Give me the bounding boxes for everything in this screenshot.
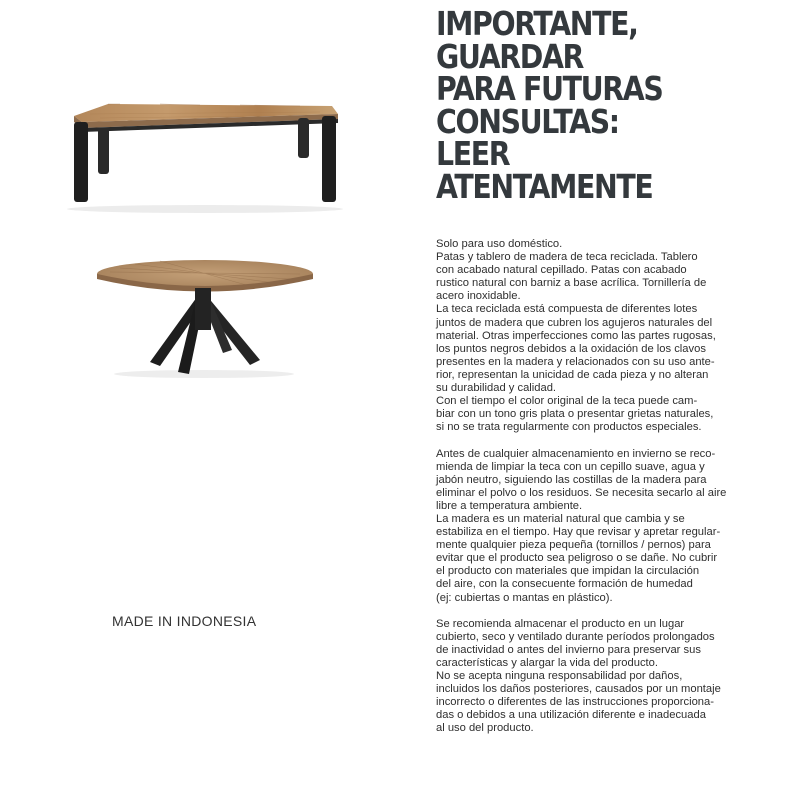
paragraph-storage-and-liability [436, 618, 766, 736]
paragraph-spacer [436, 605, 766, 618]
paragraph-spacer [436, 434, 766, 447]
text-line: biar con un tono gris plata o presentar grietas naturales, [436, 408, 714, 421]
text-line: con acabado natural cepillado. Patas con acabado [436, 264, 687, 277]
instructions-column [436, 0, 786, 786]
text-line: presentes en la madera y relacionados con su uso ante- [436, 355, 715, 368]
text-line: incluidos los daños posteriores, causados por un montaje [436, 683, 721, 696]
text-line: del aire, con la consecuente formación de humedad [436, 578, 693, 591]
text-line: características y alargar la vida del producto. [436, 657, 658, 669]
title-line: LEER [436, 134, 510, 173]
text-line: los puntos negros debidos a la oxidación de los clavos [436, 342, 706, 355]
text-line: (ej: cubiertas o mantas en plástico). [436, 591, 613, 604]
title-line: PARA FUTURAS [436, 69, 663, 108]
text-line: libre a temperatura ambiente. [436, 499, 583, 512]
made-in-label: MADE IN INDONESIA [112, 613, 257, 629]
text-line: Patas y tablero de madera de teca reciclada. Tablero [436, 251, 698, 264]
text-line: mente qualquier pieza pequeña (tornillos / pernos) para [436, 539, 711, 552]
text-line: rustico natural con barniz a base acrílica. Tornillería de [436, 277, 707, 290]
text-line: jabón neutro, siguiendo las costillas de la madera para [436, 473, 707, 486]
instructions-text [436, 238, 766, 736]
text-line: rior, representan la unicidad de cada pieza y no alteran [436, 368, 709, 381]
round-teak-table-image [90, 252, 320, 380]
text-line: material. Otras imperfecciones como las partes rugosas, [436, 329, 716, 342]
text-line: acero inoxidable. [436, 290, 521, 303]
title-line: IMPORTANTE, [436, 4, 638, 43]
text-line: el producto con materiales que impidan la circulación [436, 565, 700, 578]
rectangular-teak-table-image [60, 92, 350, 217]
paragraph-care-and-maintenance [436, 448, 766, 605]
text-line: Antes de cualquier almacenamiento en invierno se reco- [436, 447, 716, 460]
paragraph-usage-and-materials [436, 238, 766, 434]
text-line: si no se trata regularmente con productos especiales. [436, 421, 702, 434]
text-line: estabiliza en el tiempo. Hay que revisar y apretar regular- [436, 526, 721, 539]
text-line: Solo para uso doméstico. [436, 238, 563, 250]
text-line: Se recomienda almacenar el producto en un lugar [436, 617, 685, 630]
title-line: CONSULTAS: [436, 101, 619, 141]
text-line: juntos de madera que cubren los agujeros naturales del [436, 316, 713, 329]
text-line: No se acepta ninguna responsabilidad por daños, [436, 670, 683, 683]
page-title [436, 4, 737, 206]
text-line: das o debidos a una utilización diferente e inadecuada [436, 709, 706, 722]
text-line: evitar que el producto sea peligroso o se dañe. No cubrir [436, 552, 718, 565]
text-line: eliminar el polvo o los residuos. Se necesita secarlo al aire [436, 486, 727, 499]
text-line: Con el tiempo el color original de la teca puede cam- [436, 395, 698, 408]
text-line: incorrecto o diferentes de las instrucciones proporciona- [436, 696, 714, 709]
text-line: La teca reciclada está compuesta de diferentes lotes [436, 303, 698, 316]
title-line: GUARDAR [436, 36, 584, 76]
text-line: mienda de limpiar la teca con un cepillo suave, agua y [436, 460, 705, 473]
text-line: cubierto, seco y ventilado durante períodos prolongados [436, 630, 715, 643]
text-line: de inactividad o antes del invierno para preservar sus [436, 643, 701, 656]
text-line: su durabilidad y calidad. [436, 382, 557, 395]
text-line: La madera es un material natural que cambia y se [436, 512, 685, 525]
title-line: ATENTAMENTE [436, 166, 653, 206]
text-line: al uso del producto. [436, 722, 534, 735]
